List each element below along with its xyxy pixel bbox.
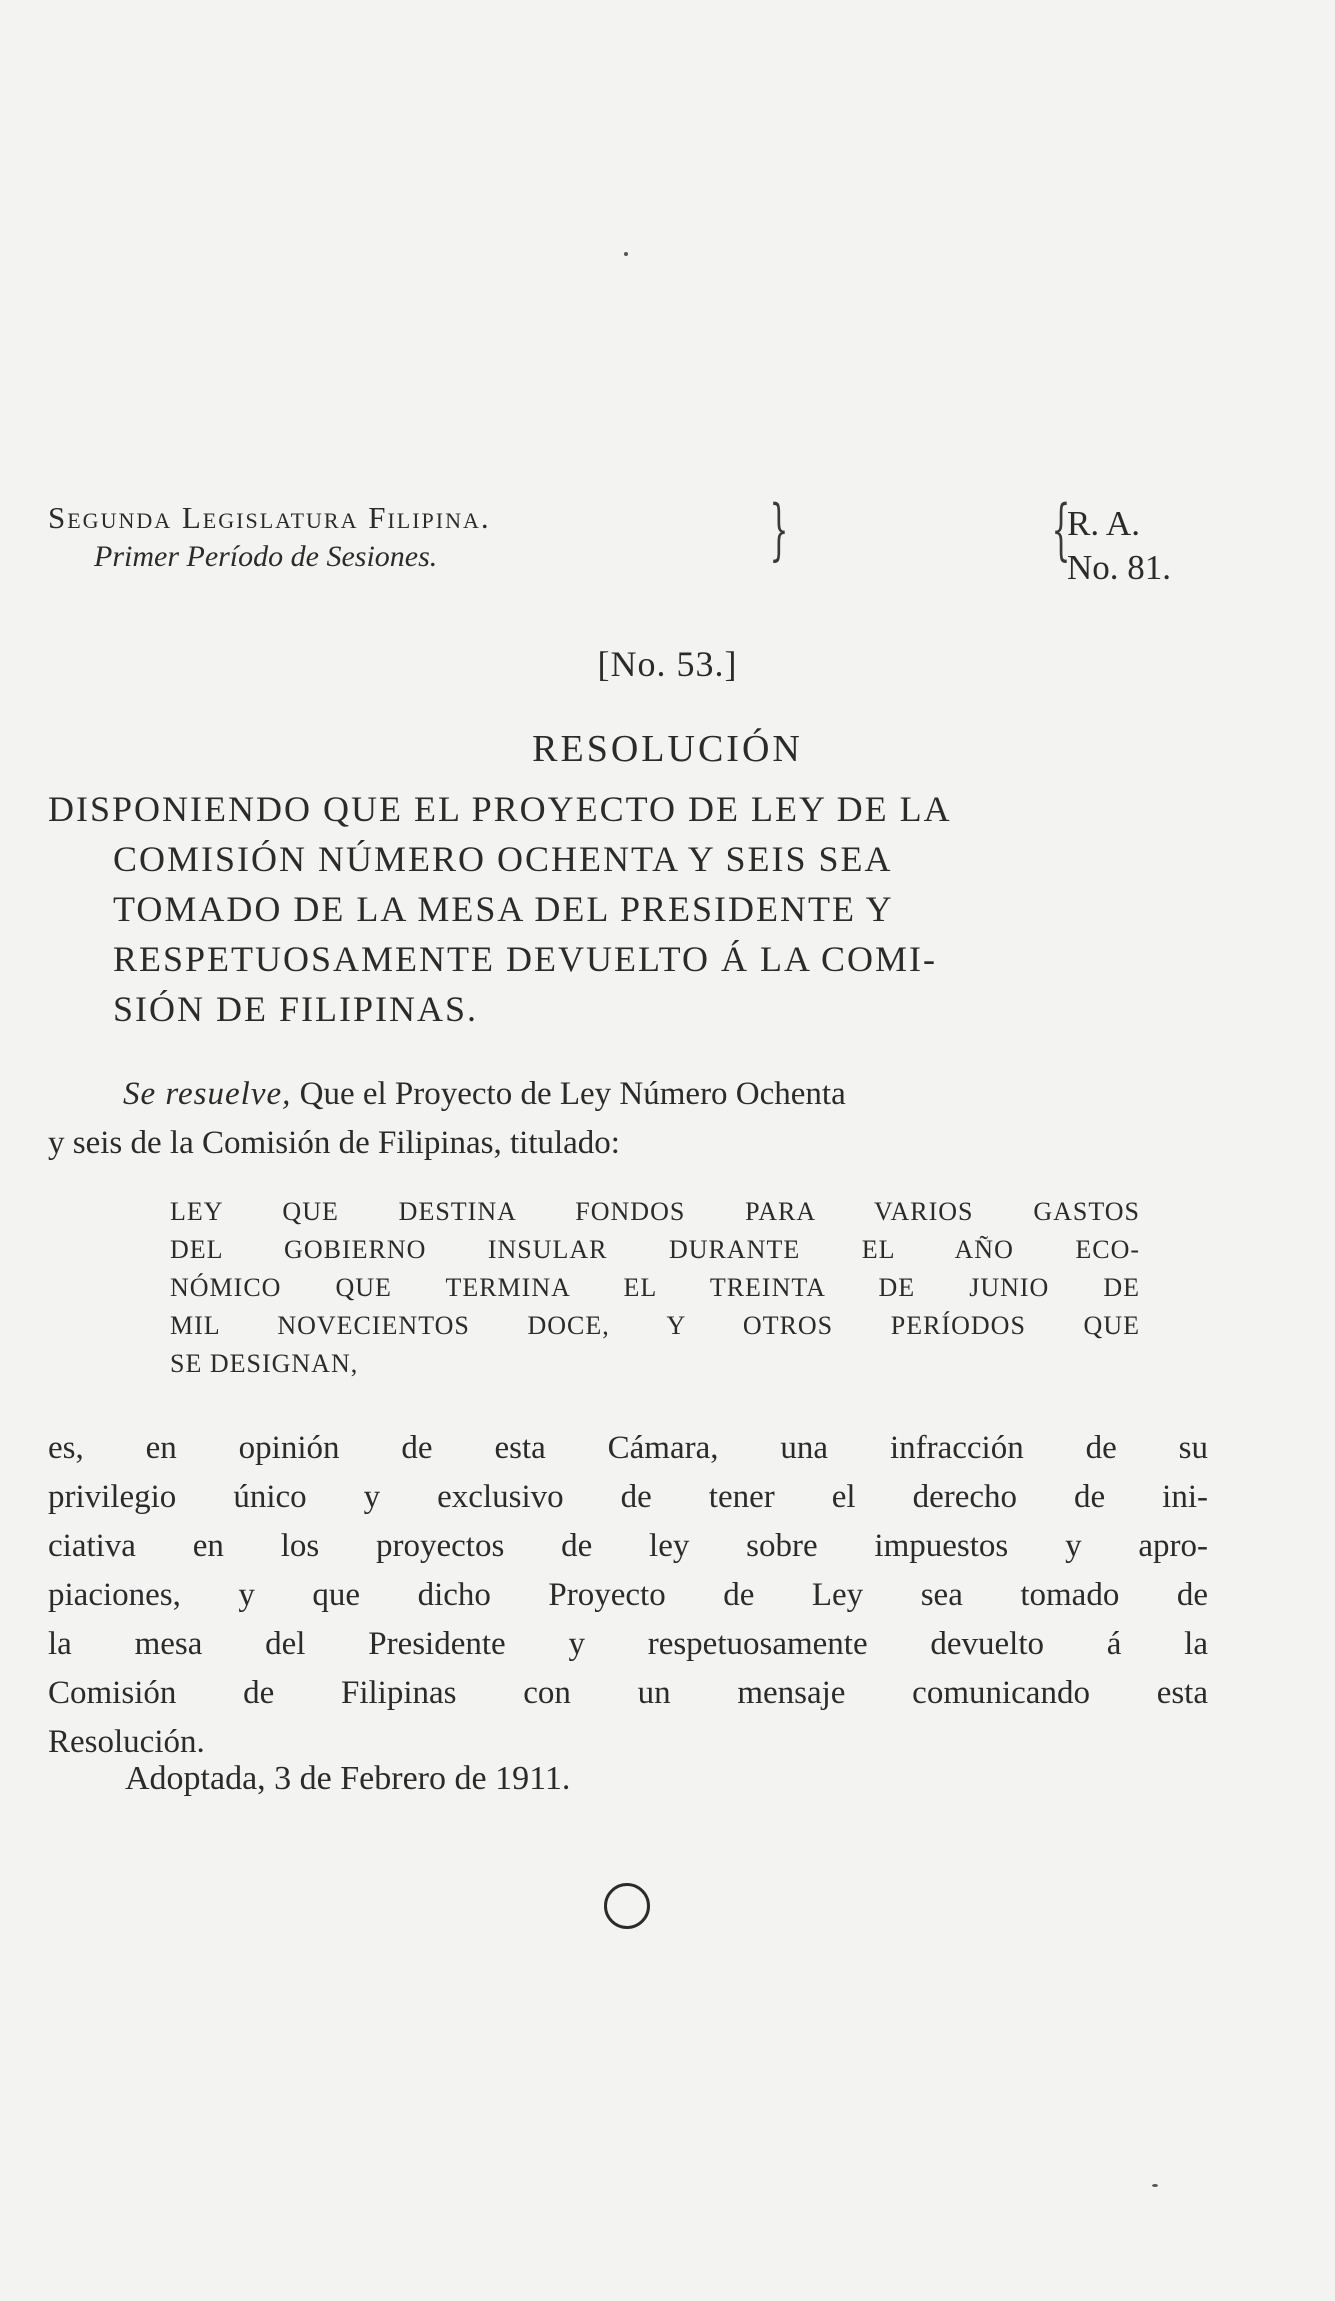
adoption-date: Adoptada, 3 de Febrero de 1911. [125,1760,571,1797]
ink-speck [624,252,628,256]
legislature-name: Segunda Legislatura Filipina. [48,500,491,535]
circle-ornament-icon [604,1883,650,1929]
subject-line: SIÓN DE FILIPINAS. [113,989,479,1029]
body-line: piaciones, y que dicho Proyecto de Ley sea tomado de [48,1577,1208,1613]
quoted-bill-title [170,1193,1140,1383]
subject-line: COMISIÓN NÚMERO OCHENTA Y SEIS SEA [113,839,893,879]
body-line: ciativa en los proyectos de ley sobre impuestos y apro- [48,1528,1208,1564]
body-line: es, en opinión de esta Cámara, una infracción de su [48,1430,1208,1466]
subject-line: RESPETUOSAMENTE DEVUELTO Á LA COMI- [113,939,938,979]
resolution-subject [48,784,1208,1034]
quoted-line: NÓMICO QUE TERMINA EL TREINTA DE JUNIO DE [170,1273,1140,1302]
body-line: privilegio único y exclusivo de tener el derecho de ini- [48,1479,1208,1515]
subject-line: DISPONIENDO QUE EL PROYECTO DE LEY DE LA [48,789,952,829]
body-line: Resolución. [48,1724,205,1760]
subject-line: TOMADO DE LA MESA DEL PRESIDENTE Y [113,889,894,929]
reference-block [1067,502,1171,590]
opening-text: Que el Proyecto de Ley Número Ochenta [299,1076,846,1112]
quoted-line: MIL NOVECIENTOS DOCE, Y OTROS PERÍODOS QUE [170,1311,1140,1340]
reference-code: R. A. [1067,504,1140,543]
session-name: Primer Período de Sesiones. [94,540,438,573]
reference-number: No. 81. [1067,548,1172,587]
resolution-title: RESOLUCIÓN [532,728,803,770]
quoted-line: SE DESIGNAN, [170,1349,359,1378]
quoted-line: DEL GOBIERNO INSULAR DURANTE EL AÑO ECO- [170,1235,1140,1264]
legislature-header [48,500,768,574]
opening-line: y seis de la Comisión de Filipinas, titulado: [48,1125,620,1161]
body-line: Comisión de Filipinas con un mensaje comunicando esta [48,1675,1208,1711]
brace-icon: { [1051,491,1071,568]
resolution-number: [No. 53.] [597,644,738,684]
opening-italic: Se resuelve, [123,1076,292,1112]
quoted-line: LEY QUE DESTINA FONDOS PARA VARIOS GASTOS [170,1197,1140,1226]
main-paragraph [48,1424,1208,1767]
opening-paragraph [48,1070,1208,1168]
ink-speck [1152,2184,1158,2187]
brace-icon: } [769,491,789,568]
body-line: la mesa del Presidente y respetuosamente devuelto á la [48,1626,1208,1662]
